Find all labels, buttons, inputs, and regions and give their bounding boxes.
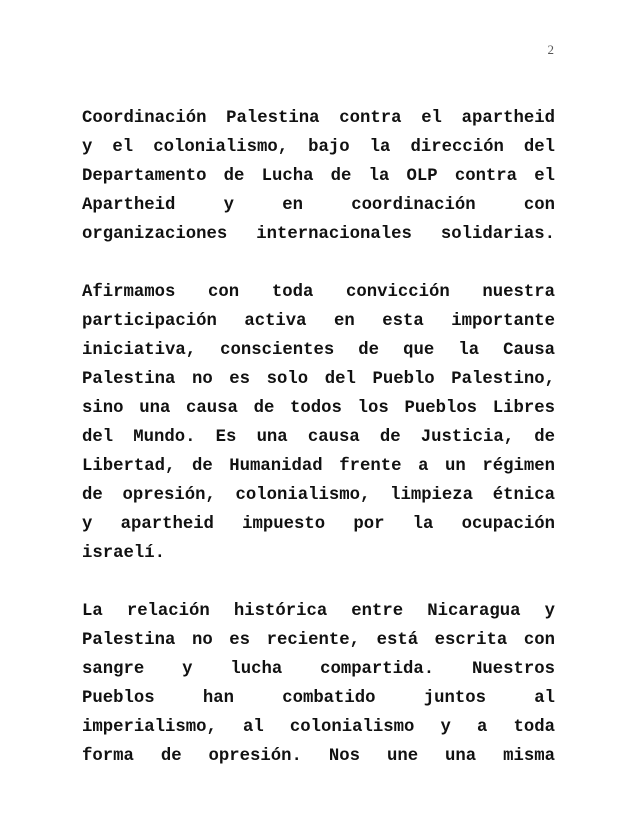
text-line: Palestina no es solo del Pueblo Palestino,: [82, 370, 555, 389]
text-line: iniciativa, conscientes de que la Causa: [82, 341, 555, 360]
text-line: del Mundo. Es una causa de Justicia, de: [82, 428, 555, 447]
text-line: Pueblos han combatido juntos al: [82, 689, 555, 708]
text-line: de opresión, colonialismo, limpieza étnica: [82, 486, 555, 505]
text-line: imperialismo, al colonialismo y a toda: [82, 718, 555, 737]
text-line: Libertad, de Humanidad frente a un régimen: [82, 457, 555, 476]
text-line: y apartheid impuesto por la ocupación: [82, 515, 555, 534]
document-body: [82, 104, 555, 800]
text-line: Coordinación Palestina contra el apartheid: [82, 109, 555, 128]
text-line: israelí.: [82, 544, 165, 563]
text-line: organizaciones internacionales solidarias.: [82, 225, 555, 244]
text-line: sangre y lucha compartida. Nuestros: [82, 660, 555, 679]
text-line: participación activa en esta importante: [82, 312, 555, 331]
text-line: forma de opresión. Nos une una misma: [82, 747, 555, 766]
text-line: Departamento de Lucha de la OLP contra el: [82, 167, 555, 186]
text-line: y el colonialismo, bajo la dirección del: [82, 138, 555, 157]
text-line: Palestina no es reciente, está escrita con: [82, 631, 555, 650]
page-number: 2: [547, 42, 554, 57]
text-line: sino una causa de todos los Pueblos Libres: [82, 399, 555, 418]
paragraph-2: [82, 278, 555, 568]
text-line: Afirmamos con toda convicción nuestra: [82, 283, 555, 302]
paragraph-1: [82, 104, 555, 249]
text-line: Apartheid y en coordinación con: [82, 196, 555, 215]
text-line: La relación histórica entre Nicaragua y: [82, 602, 555, 621]
paragraph-3: [82, 597, 555, 771]
